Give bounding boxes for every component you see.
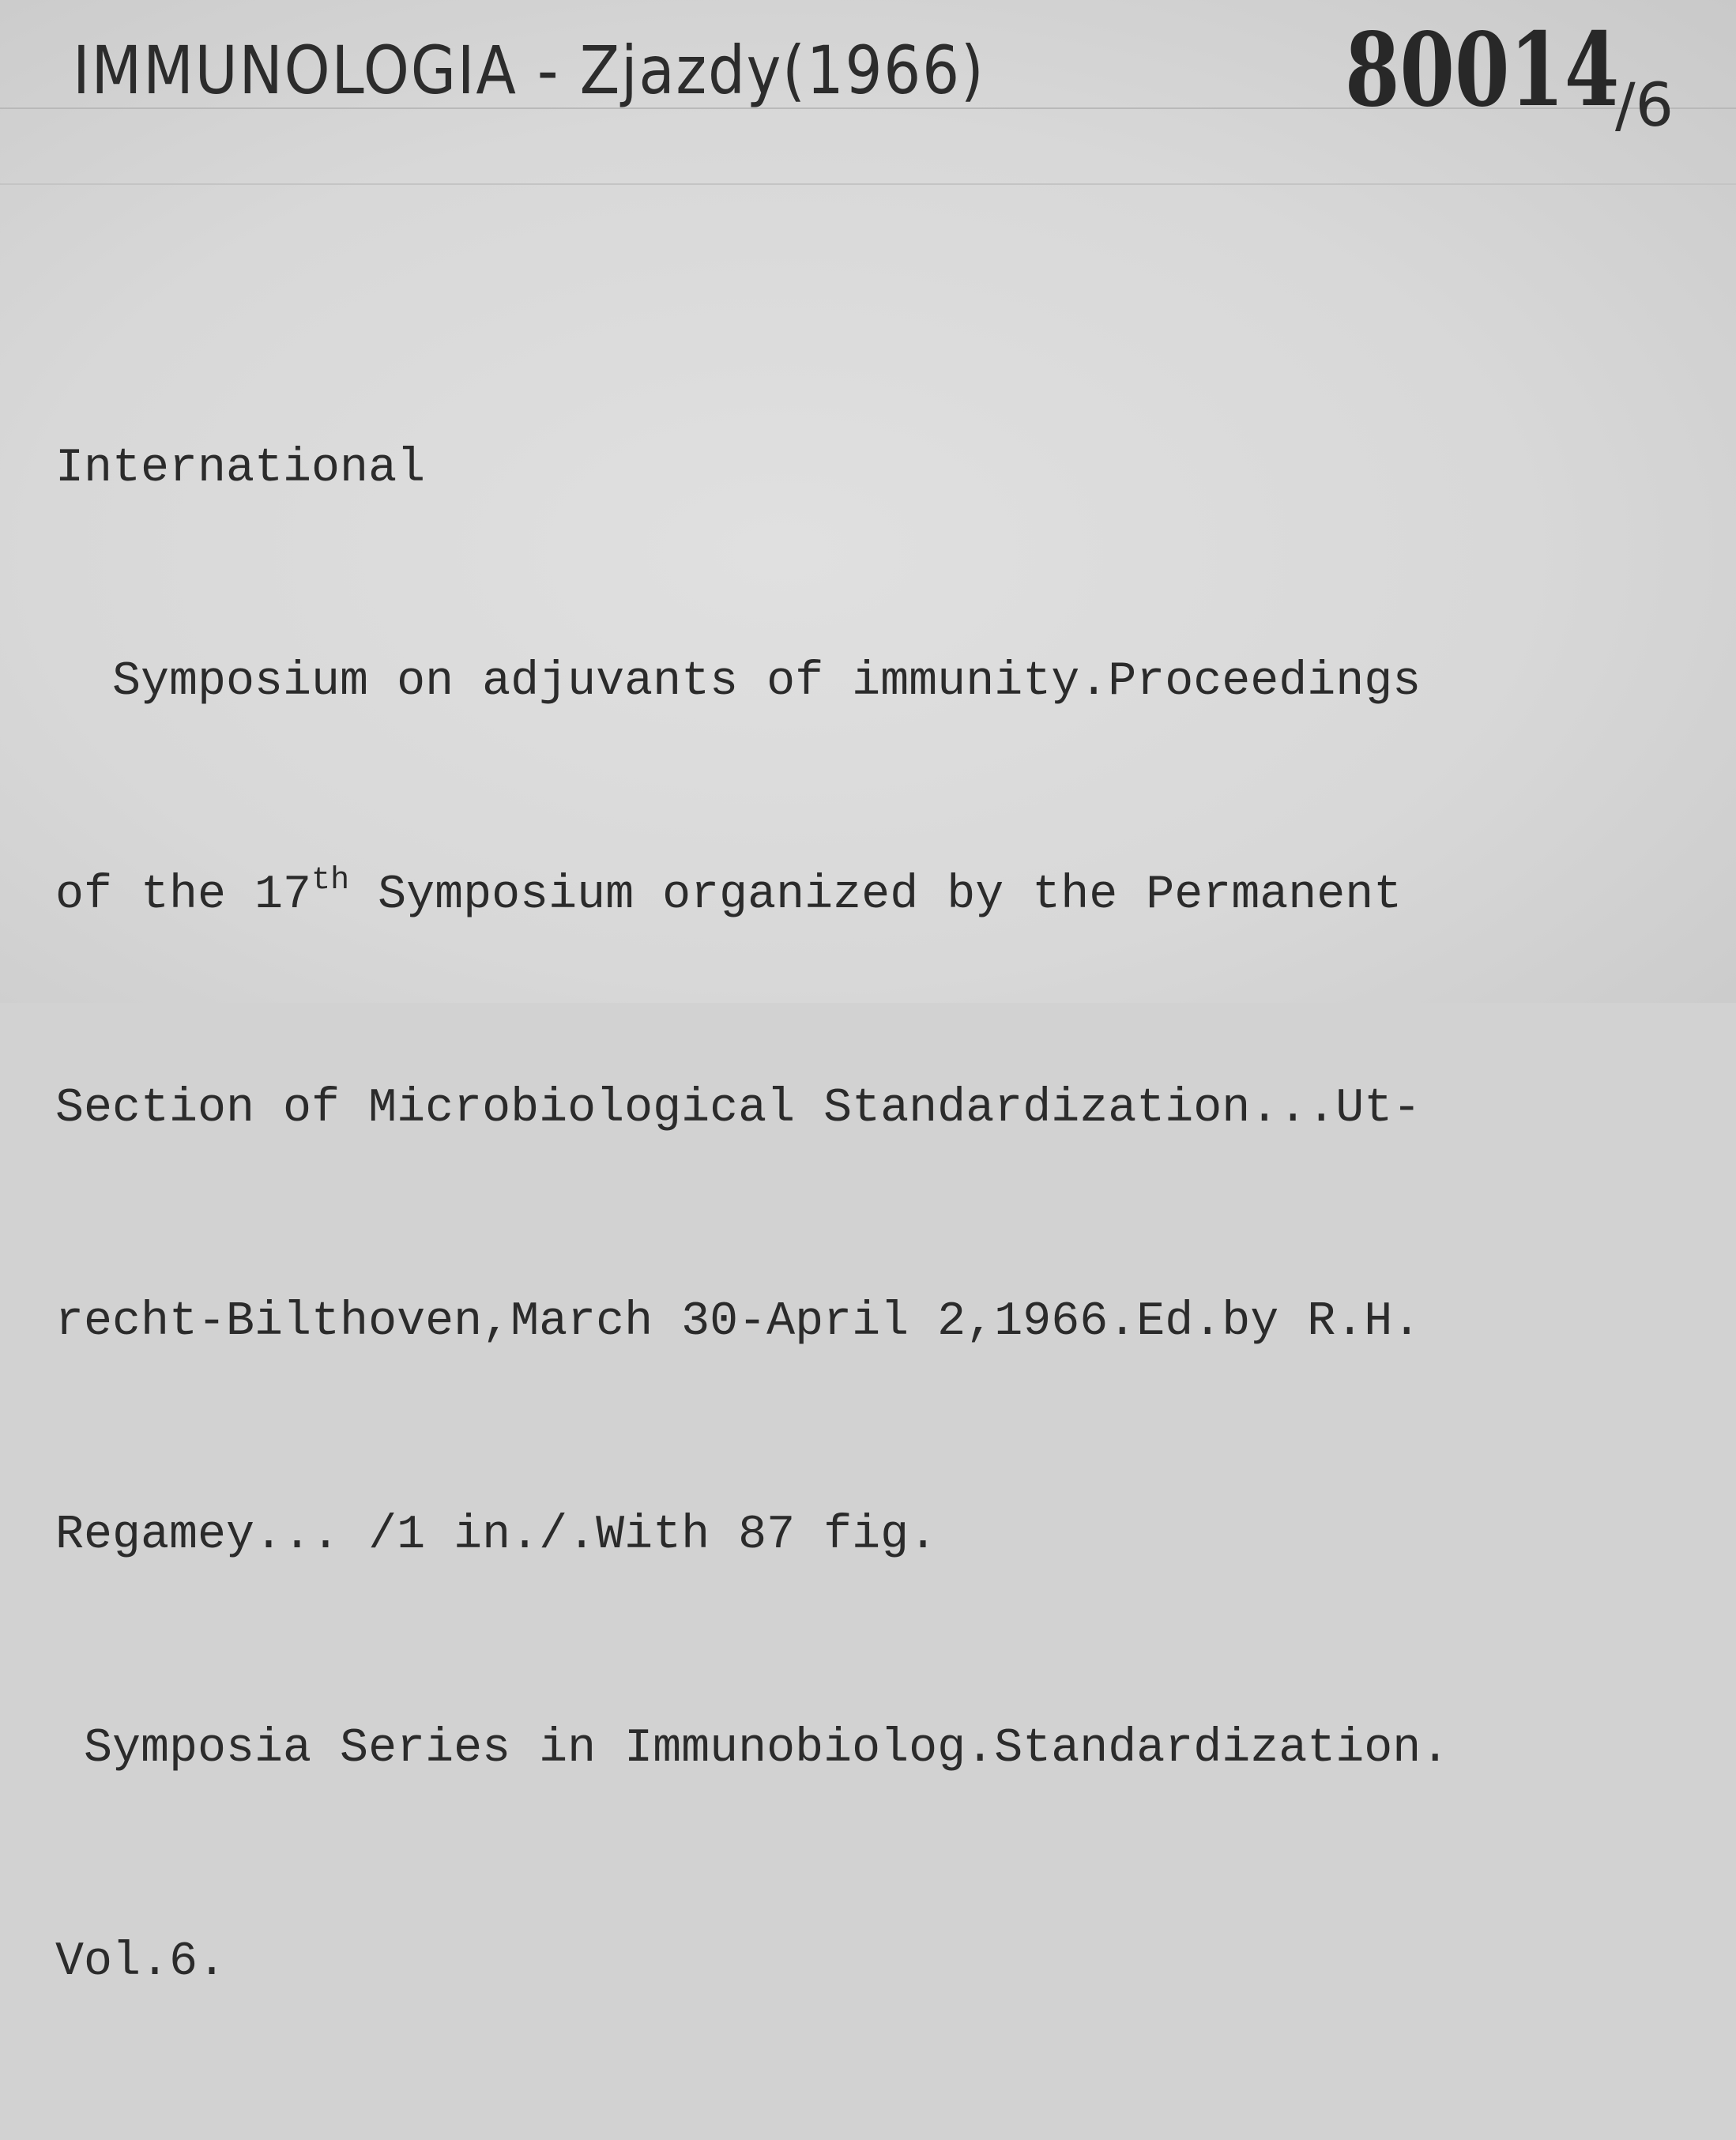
entry-line-5: recht-Bilthoven,March 30-April 2,1966.Ed.by R.H. <box>55 1295 1422 1349</box>
bibliographic-entry <box>55 291 1449 2140</box>
entry-line-1: International <box>55 442 426 495</box>
entry-line-3 <box>55 860 1449 931</box>
entry-line-2: Symposium on adjuvants of immunity.Proceedings <box>55 655 1422 709</box>
card-mid-rule <box>0 183 1736 185</box>
entry-line-8: Vol.6. <box>55 1935 227 1989</box>
entry-line-4: Section of Microbiological Standardization...Ut- <box>55 1082 1422 1136</box>
entry-line-3-end: Symposium organized by the Permanent <box>349 868 1403 922</box>
ordinal-superscript: th <box>311 863 350 899</box>
entry-line-3-start: of the 17 <box>55 868 312 922</box>
subject-heading: IMMUNOLOGIA - Zjazdy(1966) <box>73 32 985 109</box>
entry-line-6: Regamey... /1 in./.With 87 fig. <box>55 1509 938 1562</box>
call-number: 80014 <box>1345 11 1620 130</box>
call-number-suffix: /6 <box>1615 70 1674 140</box>
entry-line-7: Symposia Series in Immunobiolog.Standardization. <box>55 1722 1450 1776</box>
